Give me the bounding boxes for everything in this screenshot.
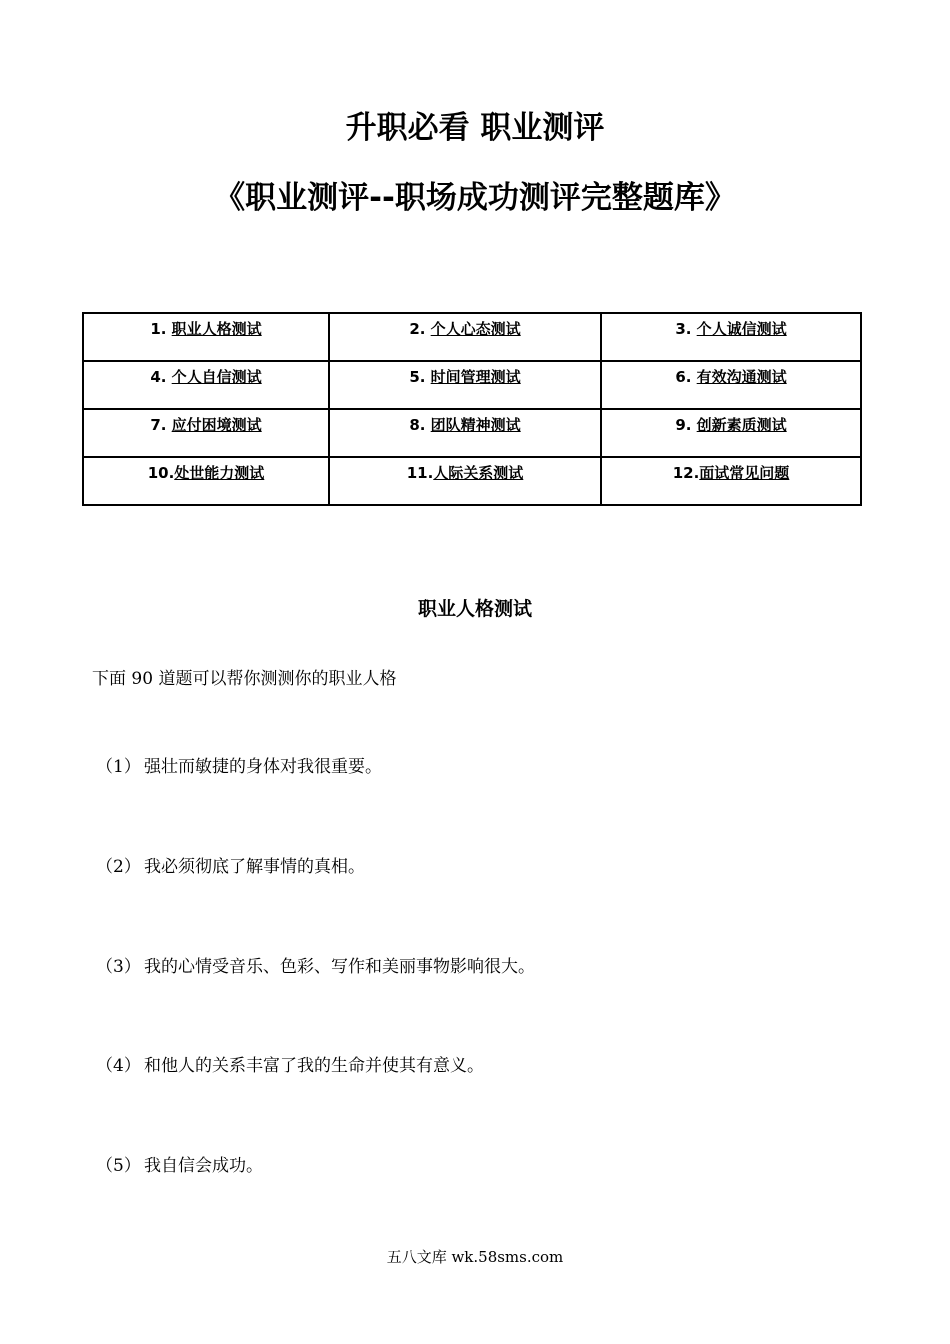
toc-number: 8. bbox=[409, 416, 431, 434]
question-number: （2） bbox=[96, 857, 141, 877]
toc-link[interactable]: 个人自信测试 bbox=[171, 368, 262, 386]
toc-link[interactable]: 创新素质测试 bbox=[696, 416, 787, 434]
toc-link[interactable]: 处世能力测试 bbox=[174, 464, 265, 482]
toc-cell bbox=[329, 409, 601, 457]
toc-number: 2. bbox=[409, 320, 431, 338]
toc-number: 3. bbox=[675, 320, 697, 338]
toc-number: 5. bbox=[409, 368, 431, 386]
toc-link[interactable]: 人际关系测试 bbox=[433, 464, 524, 482]
toc-number: 12. bbox=[672, 464, 700, 482]
toc-number: 4. bbox=[150, 368, 172, 386]
table-of-contents bbox=[82, 312, 862, 506]
page-footer: 五八文库 wk.58sms.com bbox=[386, 1248, 564, 1266]
toc-link[interactable]: 有效沟通测试 bbox=[696, 368, 787, 386]
toc-link[interactable]: 应付困境测试 bbox=[171, 416, 262, 434]
toc-link[interactable]: 团队精神测试 bbox=[430, 416, 521, 434]
toc-link[interactable]: 个人心态测试 bbox=[430, 320, 521, 338]
question-number: （4） bbox=[96, 1056, 141, 1076]
toc-cell bbox=[83, 457, 329, 505]
question-text: 我自信会成功。 bbox=[144, 1156, 263, 1176]
document-title: 升职必看 职业测评 bbox=[345, 110, 605, 146]
question-text: 我的心情受音乐、色彩、写作和美丽事物影响很大。 bbox=[144, 957, 535, 977]
question-item bbox=[96, 952, 535, 977]
intro-paragraph: 下面 90 道题可以帮你测测你的职业人格 bbox=[92, 669, 397, 689]
question-text: 强壮而敏捷的身体对我很重要。 bbox=[144, 757, 382, 777]
toc-cell bbox=[83, 409, 329, 457]
toc-cell bbox=[601, 361, 861, 409]
toc-link[interactable]: 时间管理测试 bbox=[430, 368, 521, 386]
toc-link[interactable]: 职业人格测试 bbox=[171, 320, 262, 338]
toc-number: 1. bbox=[150, 320, 172, 338]
section-heading: 职业人格测试 bbox=[417, 598, 532, 620]
toc-cell bbox=[601, 313, 861, 361]
question-number: （3） bbox=[96, 957, 141, 977]
question-text: 和他人的关系丰富了我的生命并使其有意义。 bbox=[144, 1056, 484, 1076]
toc-cell bbox=[329, 457, 601, 505]
toc-number: 7. bbox=[150, 416, 172, 434]
toc-link[interactable]: 个人诚信测试 bbox=[696, 320, 787, 338]
toc-row bbox=[83, 457, 861, 505]
document-subtitle: 《职业测评--职场成功测评完整题库》 bbox=[214, 180, 736, 216]
question-item bbox=[96, 1151, 263, 1176]
toc-cell bbox=[83, 361, 329, 409]
toc-row bbox=[83, 361, 861, 409]
toc-number: 11. bbox=[406, 464, 434, 482]
toc-link[interactable]: 面试常见问题 bbox=[699, 464, 790, 482]
question-text: 我必须彻底了解事情的真相。 bbox=[144, 857, 365, 877]
toc-number: 9. bbox=[675, 416, 697, 434]
toc-cell bbox=[83, 313, 329, 361]
question-number: （5） bbox=[96, 1156, 141, 1176]
toc-cell bbox=[601, 409, 861, 457]
toc-number: 10. bbox=[147, 464, 175, 482]
toc-cell bbox=[329, 313, 601, 361]
toc-cell bbox=[329, 361, 601, 409]
toc-number: 6. bbox=[675, 368, 697, 386]
question-item bbox=[96, 852, 365, 877]
question-item bbox=[96, 752, 382, 777]
toc-row bbox=[83, 313, 861, 361]
question-item bbox=[96, 1051, 484, 1076]
question-number: （1） bbox=[96, 757, 141, 777]
toc-row bbox=[83, 409, 861, 457]
toc-cell bbox=[601, 457, 861, 505]
